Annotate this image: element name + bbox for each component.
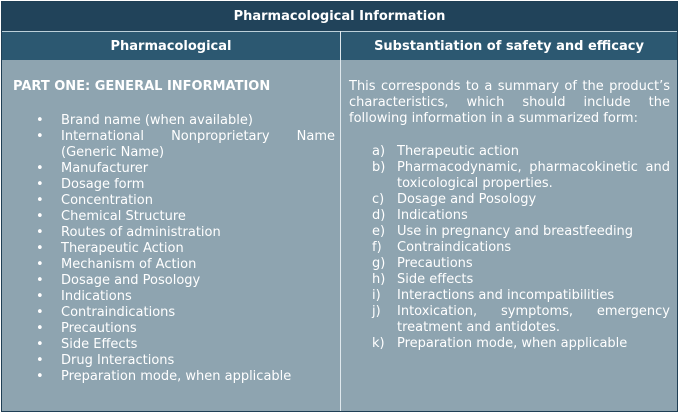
bullet-icon: • <box>36 369 44 384</box>
list-item: • Brand name (when available) <box>36 113 253 128</box>
bullet-icon: • <box>36 273 44 288</box>
list-item: • Manufacturer <box>36 161 149 176</box>
list-item: • Routes of administration <box>36 225 221 240</box>
part-one-title: PART ONE: GENERAL INFORMATION <box>13 79 271 94</box>
bullet-icon: • <box>36 337 44 352</box>
bullet-icon: • <box>36 321 44 336</box>
list-item: • Indications <box>36 289 132 304</box>
list-item: f) Contraindications <box>372 240 512 255</box>
column-header-substantiation: Substantiation of safety and efficacy <box>341 31 677 60</box>
list-item: i) Interactions and incompatibilities <box>372 288 615 303</box>
list-item: • Dosage form <box>36 177 145 192</box>
list-item: c) Dosage and Posology <box>372 192 537 207</box>
summary-intro: This corresponds to a summary of the product’s characteristics, which should include the following information in a summarized form: <box>349 79 670 126</box>
list-item: e) Use in pregnancy and breastfeeding <box>372 224 634 239</box>
general-info-list <box>13 113 335 385</box>
bullet-icon: • <box>36 177 44 192</box>
bullet-icon: • <box>36 209 44 224</box>
bullet-icon: • <box>36 113 44 128</box>
list-item: • Mechanism of Action <box>36 257 197 272</box>
list-item: • Dosage and Posology <box>36 273 201 288</box>
column-header-pharmacological: Pharmacological <box>2 31 340 60</box>
list-item: b) Pharmacodynamic, pharmacokinetic and toxicological properties. <box>372 160 670 191</box>
list-item: • Chemical Structure <box>36 209 186 224</box>
right-column <box>349 60 670 352</box>
pharmacological-info-table <box>1 1 678 412</box>
bullet-icon: • <box>36 353 44 368</box>
list-item: • Drug Interactions <box>36 353 175 368</box>
bullet-icon: • <box>36 241 44 256</box>
list-item: • Therapeutic Action <box>36 241 184 256</box>
bullet-icon: • <box>36 305 44 320</box>
list-item: g) Precautions <box>372 256 473 271</box>
bullet-icon: • <box>36 289 44 304</box>
list-item: • Preparation mode, when applicable <box>36 369 292 384</box>
summary-list <box>349 144 670 352</box>
bullet-icon: • <box>36 225 44 240</box>
table-title: Pharmacological Information <box>2 2 677 31</box>
bullet-icon: • <box>36 161 44 176</box>
bullet-icon: • <box>36 193 44 208</box>
list-item: d) Indications <box>372 208 468 223</box>
list-item: a) Therapeutic action <box>372 144 519 159</box>
list-item: • Concentration <box>36 193 153 208</box>
list-item: • Precautions <box>36 321 137 336</box>
list-item: j) Intoxication, symptoms, emergency treatment and antidotes. <box>372 304 670 335</box>
list-item: k) Preparation mode, when applicable <box>372 336 628 351</box>
list-item: h) Side effects <box>372 272 474 287</box>
list-item: • Contraindications <box>36 305 176 320</box>
column-divider <box>340 31 341 411</box>
list-item: • International Nonproprietary Name (Generic Name) <box>36 129 335 160</box>
list-item: • Side Effects <box>36 337 138 352</box>
bullet-icon: • <box>36 129 44 144</box>
bullet-icon: • <box>36 257 44 272</box>
left-column <box>13 60 335 385</box>
